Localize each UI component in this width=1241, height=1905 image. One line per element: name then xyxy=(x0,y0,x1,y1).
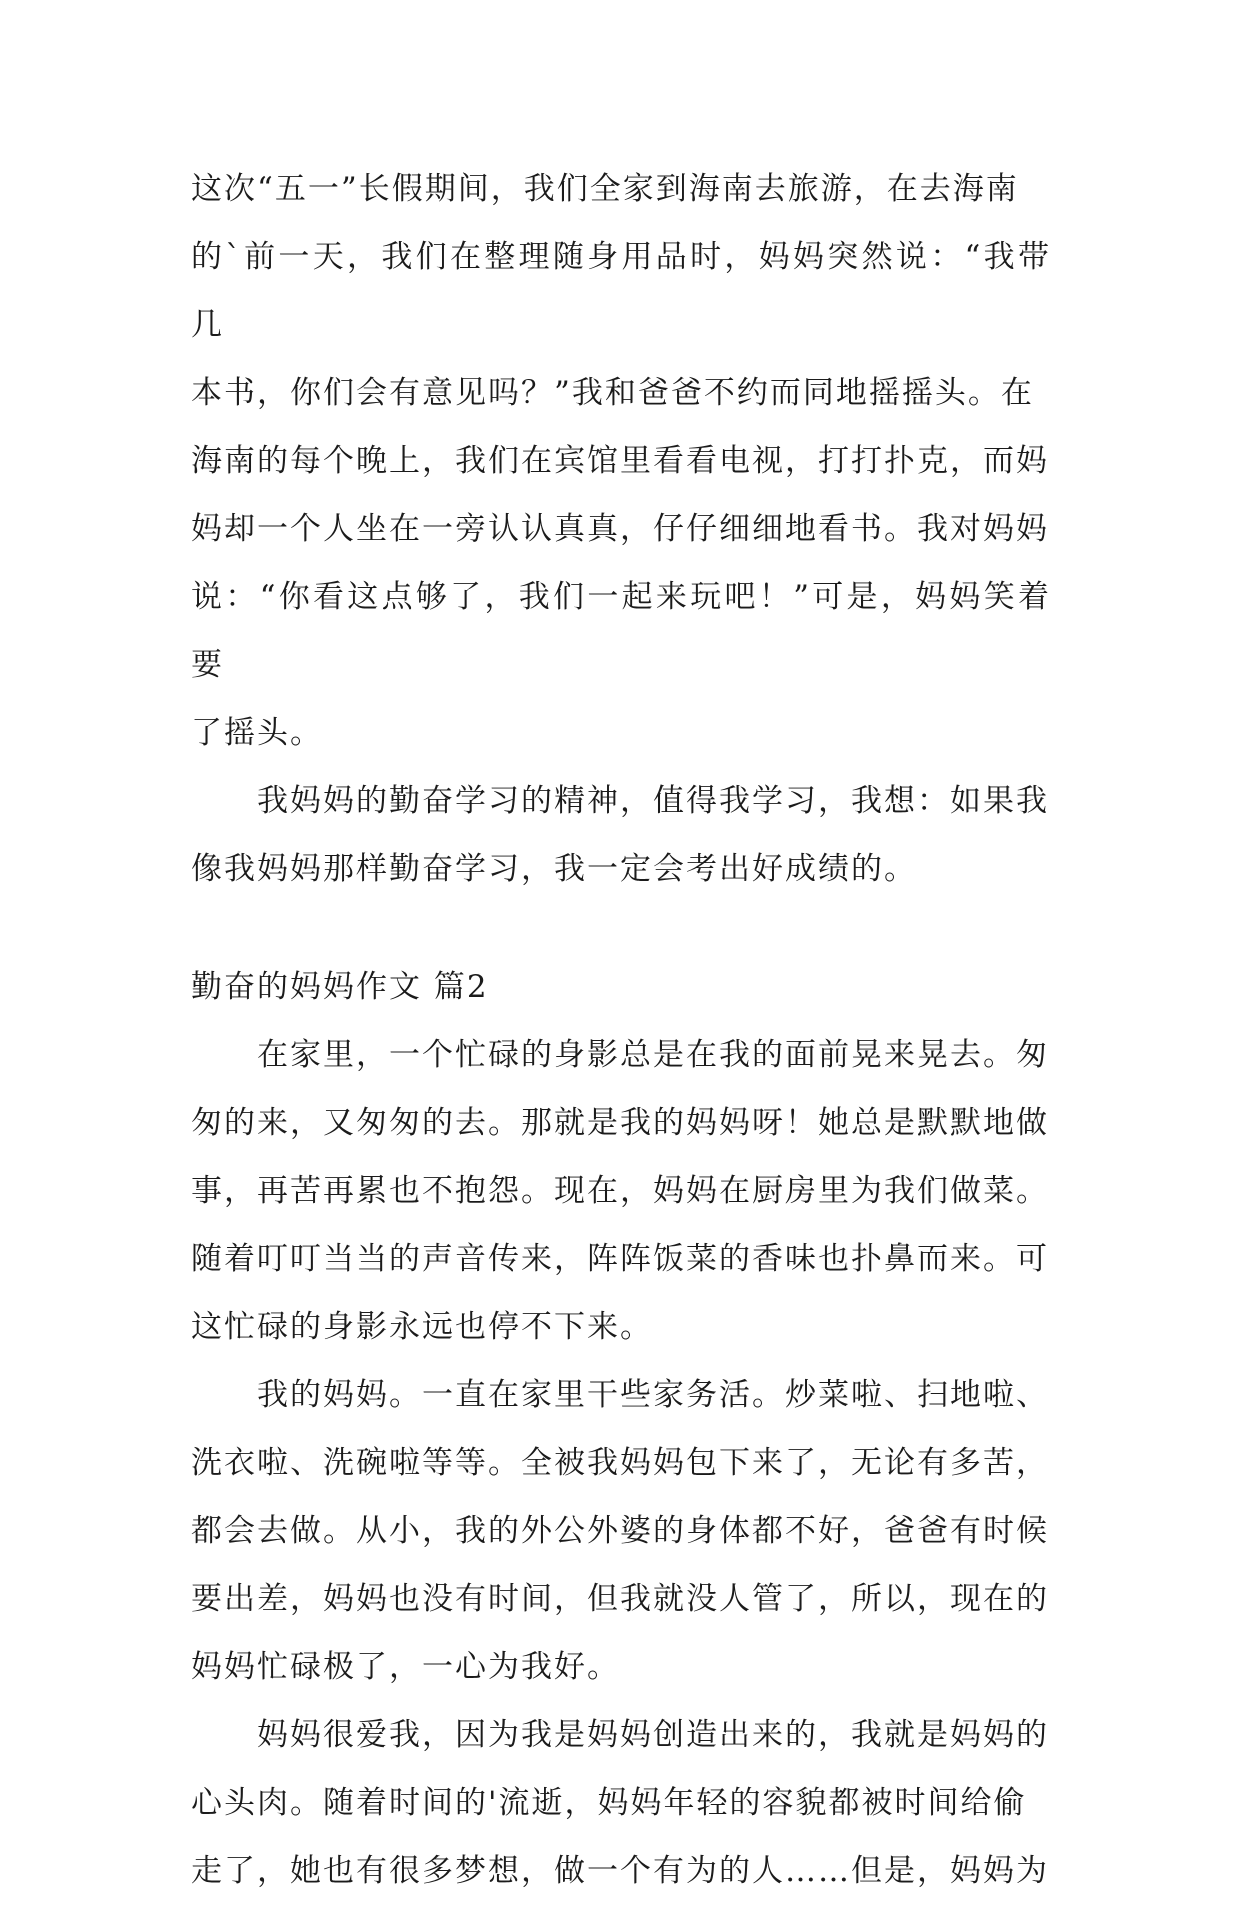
paragraph-trip: 这次“五一”长假期间，我们全家到海南去旅游，在去海南 的`前一天，我们在整理随身用品时，妈妈突然说：“我带几 本书，你们会有意见吗？”我和爸爸不约而同地摇摇头。在 海南的每个晚上，我们在宾馆里看看电视，打打扑克，而妈 妈却一个人坐在一旁认认真真，仔仔细细地看书。我对妈妈 说：“你看这点够了，我们一起来玩吧！”可是，妈妈笑着要 了摇头。 xyxy=(191,171,1051,751)
paragraph-study-spirit: 我妈妈的勤奋学习的精神，值得我学习，我想：如果我 像我妈妈那样勤奋学习，我一定会考出好成绩的。 xyxy=(191,783,1049,887)
paragraph-mother-love: 妈妈很爱我，因为我是妈妈创造出来的，我就是妈妈的 心头肉。随着时间的'流逝，妈妈年轻的容貌都被时间给偷 走了，她也有很多梦想，做一个有为的人……但是，妈妈为 xyxy=(191,1717,1049,1889)
section-heading: 勤奋的妈妈作文 篇2 xyxy=(191,969,489,1005)
document-body xyxy=(191,155,1051,1905)
paragraph-housework: 我的妈妈。一直在家里干些家务活。炒菜啦、扫地啦、 洗衣啦、洗碗啦等等。全被我妈妈包下来了，无论有多苦， 都会去做。从小，我的外公外婆的身体都不好，爸爸有时候 要出差，妈妈也没有时间，但我就没人管了，所以，现在的 妈妈忙碌极了，一心为我好。 xyxy=(191,1377,1049,1685)
paragraph-busy-figure: 在家里，一个忙碌的身影总是在我的面前晃来晃去。匆 匆的来，又匆匆的去。那就是我的妈妈呀！她总是默默地做 事，再苦再累也不抱怨。现在，妈妈在厨房里为我们做菜。 随着叮叮当当的声音传来，阵阵饭菜的香味也扑鼻而来。可 这忙碌的身影永远也停不下来。 xyxy=(191,1037,1049,1345)
